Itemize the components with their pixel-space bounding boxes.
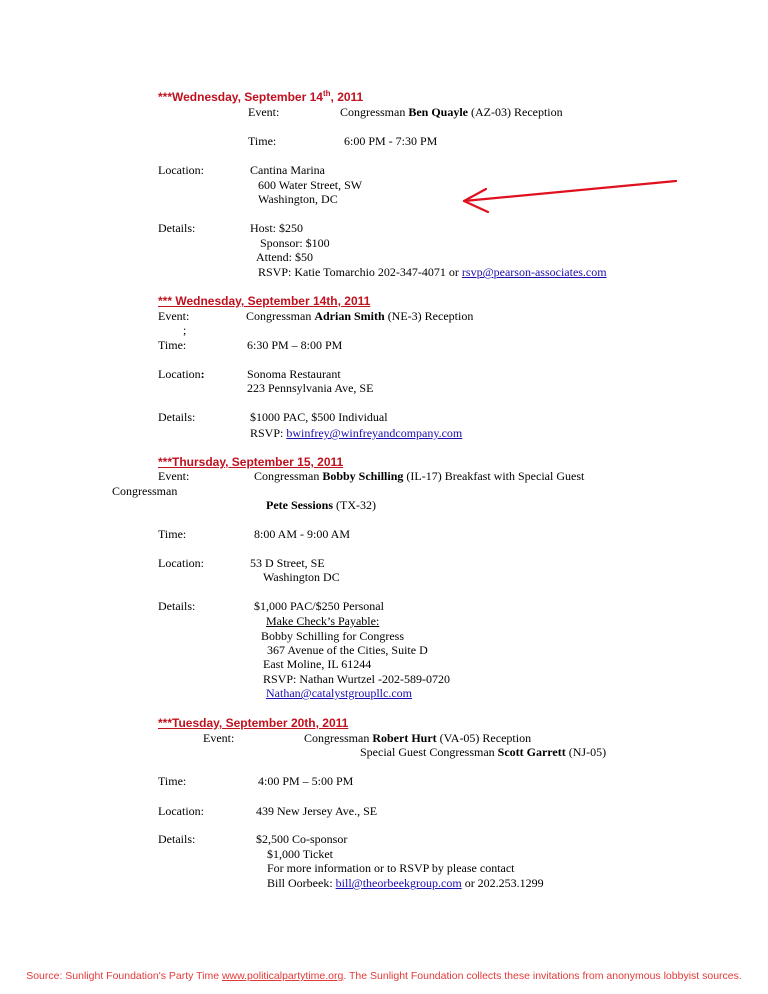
event3-payable-heading: Make Check’s Payable: [266,614,380,628]
event1-rsvp-email-link[interactable]: rsvp@pearson-associates.com [461,265,607,279]
event3-event-label: Event: [158,469,190,483]
event3-details-line: RSVP: Nathan Wurtzel -202-589-0720 [263,672,450,686]
event2-event-label: Event: [158,309,190,323]
event1-location-line: Washington, DC [258,192,338,206]
event3-header: ***Thursday, September 15, 2011 [158,455,344,469]
event1-details-line: Host: $250 [250,221,304,235]
event2-event-value: Congressman Adrian Smith (NE-3) Reception [246,309,474,323]
event4-time-label: Time: [158,774,187,788]
event1-rsvp: RSVP: Katie Tomarchio 202-347-4071 or rsvp@pearson-associates.com [258,265,607,279]
event3-rsvp-email-link[interactable]: Nathan@catalystgroupllc.com [266,686,413,700]
red-arrow-annotation [455,170,685,215]
event3-event-continued: Congressman [112,484,178,498]
event4-guest: Special Guest Congressman Scott Garrett (NJ-05) [360,745,607,759]
event4-contact-email-link[interactable]: bill@theorbeekgroup.com [335,876,462,890]
event4-location-value: 439 New Jersey Ave., SE [256,804,378,818]
event3-details-line: East Moline, IL 61244 [263,657,372,671]
event3-details-label: Details: [158,599,196,613]
event2-location-line: 223 Pennsylvania Ave, SE [247,381,374,395]
event1-time-value: 6:00 PM - 7:30 PM [344,134,438,148]
event1-location-line: 600 Water Street, SW [258,178,363,192]
event3-location-label: Location: [158,556,204,570]
event2-stray-semicolon: ; [183,323,187,337]
event4-location-label: Location: [158,804,204,818]
event3-time-label: Time: [158,527,187,541]
event4-details-label: Details: [158,832,196,846]
event3-time-value: 8:00 AM - 9:00 AM [254,527,351,541]
event2-details-line: $1000 PAC, $500 Individual [250,410,388,424]
event2-location-line: Sonoma Restaurant [247,367,341,381]
event2-header: *** Wednesday, September 14th, 2011 [158,294,371,308]
event1-event-label: Event: [248,105,280,119]
event1-time-label: Time: [248,134,277,148]
event2-rsvp-email-link[interactable]: bwinfrey@winfreyandcompany.com [286,426,463,440]
event3-details-line: Bobby Schilling for Congress [261,629,404,643]
source-footer: Source: Sunlight Foundation's Party Time www.politicalpartytime.org. The Sunlight Foundation collects these invitations from anonymous lobbyist sources. [26,970,742,982]
event4-contact: Bill Oorbeek: bill@theorbeekgroup.com or 202.253.1299 [267,876,544,890]
event1-location-line: Cantina Marina [250,163,325,177]
event1-event-value: Congressman Ben Quayle (AZ-03) Reception [340,105,563,119]
event3-event-value: Congressman Bobby Schilling (IL-17) Breakfast with Special Guest [254,469,585,483]
event4-event-value: Congressman Robert Hurt (VA-05) Reception [304,731,532,745]
event3-location-line: Washington DC [263,570,340,584]
arrow-shaft [464,181,676,201]
event3-location-line: 53 D Street, SE [250,556,325,570]
event4-time-value: 4:00 PM – 5:00 PM [258,774,354,788]
event1-details-label: Details: [158,221,196,235]
event1-location-label: Location: [158,163,204,177]
event4-details-line: For more information or to RSVP by please contact [267,861,515,875]
event1-header: ***Wednesday, September 14th, 2011 [158,89,364,104]
event2-time-value: 6:30 PM – 8:00 PM [247,338,343,352]
event4-details-line: $1,000 Ticket [267,847,334,861]
event3-guest: Pete Sessions (TX-32) [266,498,376,512]
event3-details-line: $1,000 PAC/$250 Personal [254,599,384,613]
event4-details-line: $2,500 Co-sponsor [256,832,348,846]
event1-details-line: Sponsor: $100 [260,236,330,250]
event4-header: ***Tuesday, September 20th, 2011 [158,716,349,730]
event3-details-line: 367 Avenue of the Cities, Suite D [267,643,428,657]
event2-rsvp: RSVP: bwinfrey@winfreyandcompany.com [250,426,463,440]
footer-link[interactable]: www.politicalpartytime.org [221,970,344,982]
event1-details-line: Attend: $50 [256,250,313,264]
event2-location-label: Location: [158,367,205,381]
event2-time-label: Time: [158,338,187,352]
event4-event-label: Event: [203,731,235,745]
event2-details-label: Details: [158,410,196,424]
